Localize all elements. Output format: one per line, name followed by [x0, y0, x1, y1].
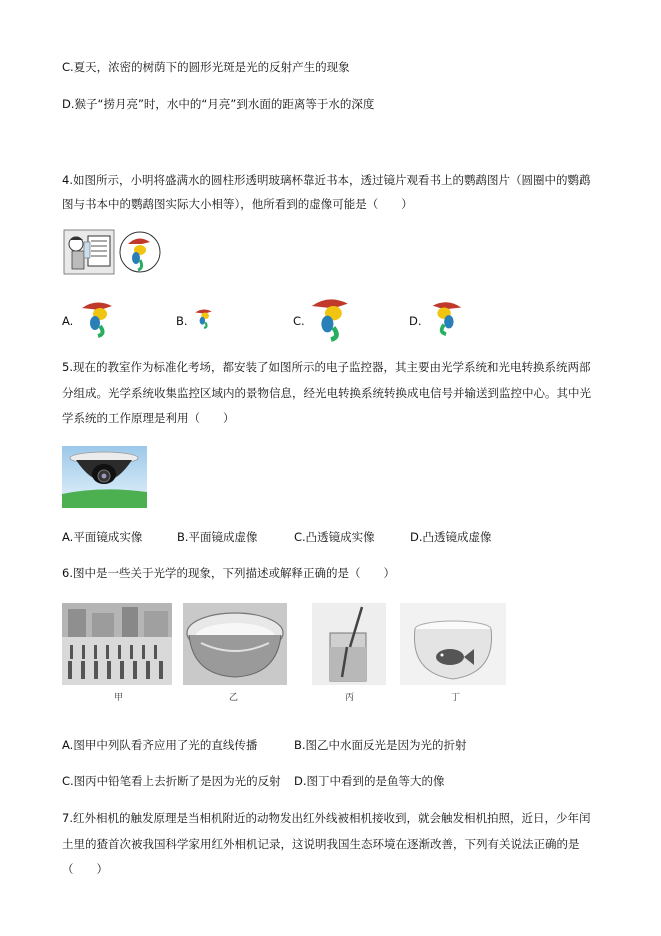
q4-option-c: C.: [293, 314, 305, 328]
q4-option-b-parrot-image: [193, 306, 215, 330]
q4-stem-line2: 图与书本中的鹦鹉图实际大小相等），他所看到的虚像可能是（ ）: [62, 197, 413, 211]
q6-image-jia: [62, 603, 172, 685]
q6-image-bing: [312, 603, 386, 685]
q6-image-yi: [183, 603, 287, 685]
q5-camera-image: [62, 446, 147, 508]
q5-stem-line2: 分组成。光学系统收集监控区域内的景物信息，经光电转换系统转换成电信号并输送到监控中心。其中光: [62, 386, 591, 400]
q6-caption-bing: 丙: [345, 693, 355, 703]
q5-option-d: D.凸透镜成虚像: [410, 530, 492, 544]
q3-option-c: C.夏天，浓密的树荫下的圆形光斑是光的反射产生的现象: [62, 60, 350, 74]
q6-stem: 6.图中是一些关于光学的现象，下列描述或解释正确的是（ ）: [62, 566, 395, 580]
q5-option-c: C.凸透镜成实像: [294, 530, 375, 544]
q6-option-c: C.图丙中铅笔看上去折断了是因为光的反射: [62, 774, 281, 788]
q4-option-a: A.: [62, 314, 74, 328]
q5-stem-line1: 5.现在的教室作为标准化考场，都安装了如图所示的电子监控器，其主要由光学系统和光电转换系统两部: [62, 360, 591, 374]
q7-stem-line3: （ ）: [62, 862, 108, 876]
q6-caption-yi: 乙: [229, 693, 239, 703]
q3-option-d: D.猴子“捞月亮”时，水中的“月亮”到水面的距离等于水的深度: [62, 97, 375, 111]
q6-caption-jia: 甲: [114, 693, 124, 703]
q7-stem-line2: 土里的猹首次被我国科学家用红外相机记录，这说明我国生态环境在逐渐改善，下列有关说法正确的是: [62, 837, 580, 851]
q5-option-a: A.平面镜成实像: [62, 530, 143, 544]
q6-option-a: A.图甲中列队看齐应用了光的直线传播: [62, 738, 258, 752]
q4-option-d: D.: [409, 314, 422, 328]
q6-caption-ding: 丁: [451, 693, 461, 703]
q4-stem-line1: 4.如图所示，小明将盛满水的圆柱形透明玻璃杯靠近书本，透过镜片观看书上的鹦鹉图片（圆圈中的鹦鹉: [62, 173, 591, 187]
q6-option-d: D.图丁中看到的是鱼等大的像: [294, 774, 445, 788]
q6-image-ding: [400, 603, 506, 685]
q7-stem-line1: 7.红外相机的触发原理是当相机附近的动物发出红外线被相机接收到，就会触发相机拍照，近日，少年闰: [62, 811, 591, 825]
q4-option-a-parrot-image: [78, 298, 118, 338]
q6-option-b: B.图乙中水面反光是因为光的折射: [294, 738, 467, 752]
q4-option-c-parrot-image: [306, 294, 356, 342]
q4-option-b: B.: [176, 314, 188, 328]
q4-option-d-parrot-image: [426, 298, 466, 336]
q4-figure: [62, 228, 162, 276]
q5-stem-line3: 学系统的工作原理是利用（ ）: [62, 411, 235, 425]
q5-option-b: B.平面镜成虚像: [177, 530, 258, 544]
